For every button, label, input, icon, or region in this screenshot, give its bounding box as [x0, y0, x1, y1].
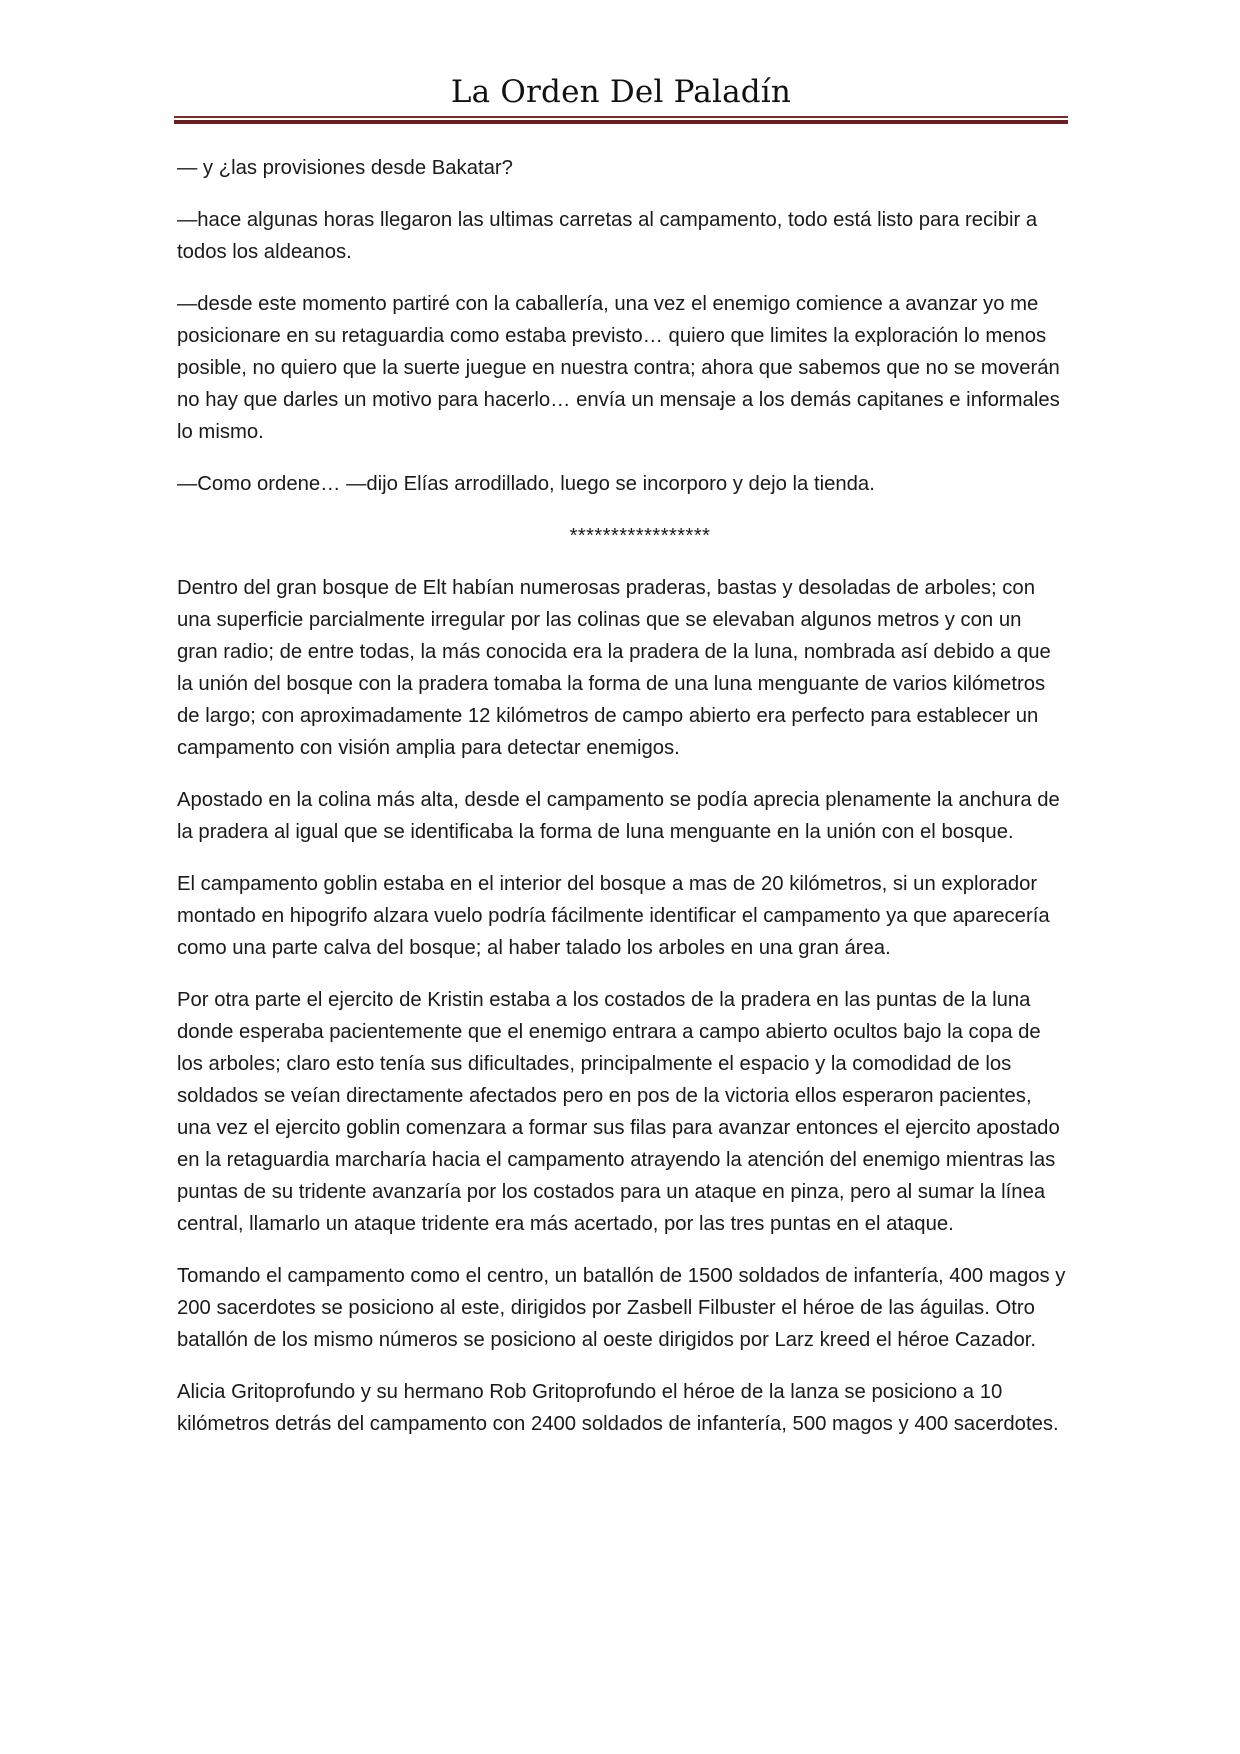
- dialogue-line: —hace algunas horas llegaron las ultimas carretas al campamento, todo está listo para recibir a todos los aldeanos.: [177, 209, 1038, 263]
- body-paragraph: Tomando el campamento como el centro, un batallón de 1500 soldados de infantería, 400 magos y 200 sacerdotes se posiciono al este, dirigidos por Zasbell Filbuster el héroe de las águilas. Otro batallón de los mismo números se posiciono al oeste dirigidos por Larz kreed el héroe Cazador.: [177, 1265, 1066, 1351]
- dialogue-line: —desde este momento partiré con la caballería, una vez el enemigo comience a avanzar yo me posicionare en su retaguardia como estaba previsto… quiero que limites la exploración lo menos posible, no quiero que la suerte juegue en nuestra contra; ahora que sabemos que no se moverán no hay que darles un motivo para hacerlo… envía un mensaje a los demás capitanes e informales lo mismo.: [177, 293, 1060, 443]
- dialogue-line: —Como ordene… —dijo Elías arrodillado, luego se incorporo y dejo la tienda.: [177, 473, 875, 495]
- header-divider: [174, 116, 1068, 124]
- document-body: [177, 152, 1067, 1460]
- scene-separator: *****************: [569, 525, 711, 547]
- body-paragraph: Apostado en la colina más alta, desde el campamento se podía aprecia plenamente la anchura de la pradera al igual que se identificaba la forma de luna menguante en la unión con el bosque.: [177, 789, 1060, 843]
- document-title: La Orden Del Paladín: [450, 74, 792, 110]
- body-paragraph: Por otra parte el ejercito de Kristin estaba a los costados de la pradera en las puntas de la luna donde esperaba pacientemente que el enemigo entrara a campo abierto ocultos bajo la copa de los arboles; claro esto tenía sus dificultades, principalmente el espacio y la comodidad de los soldados se veían directamente afectados pero en pos de la victoria ellos esperaron pacientes, una vez el ejercito goblin comenzara a formar sus filas para avanzar entonces el ejercito apostado en la retaguardia marcharía hacia el campamento atrayendo la atención del enemigo mientras las puntas de su tridente avanzaría por los costados para un ataque en pinza, pero al sumar la línea central, llamarlo un ataque tridente era más acertado, por las tres puntas en el ataque.: [177, 989, 1060, 1235]
- page-header: [174, 70, 1068, 114]
- body-paragraph: Alicia Gritoprofundo y su hermano Rob Gritoprofundo el héroe de la lanza se posiciono a 10 kilómetros detrás del campamento con 2400 soldados de infantería, 500 magos y 400 sacerdotes.: [177, 1381, 1059, 1435]
- dialogue-line: — y ¿las provisiones desde Bakatar?: [177, 157, 513, 179]
- header-divider-thin-line: [174, 116, 1068, 118]
- header-divider-thick-line: [174, 120, 1068, 124]
- body-paragraph: El campamento goblin estaba en el interior del bosque a mas de 20 kilómetros, si un explorador montado en hipogrifo alzara vuelo podría fácilmente identificar el campamento ya que aparecería como una parte calva del bosque; al haber talado los arboles en una gran área.: [177, 873, 1050, 959]
- body-paragraph: Dentro del gran bosque de Elt habían numerosas praderas, bastas y desoladas de arboles; con una superficie parcialmente irregular por las colinas que se elevaban algunos metros y con un gran radio; de entre todas, la más conocida era la pradera de la luna, nombrada así debido a que la unión del bosque con la pradera tomaba la forma de una luna menguante de varios kilómetros de largo; con aproximadamente 12 kilómetros de campo abierto era perfecto para establecer un campamento con visión amplia para detectar enemigos.: [177, 577, 1051, 759]
